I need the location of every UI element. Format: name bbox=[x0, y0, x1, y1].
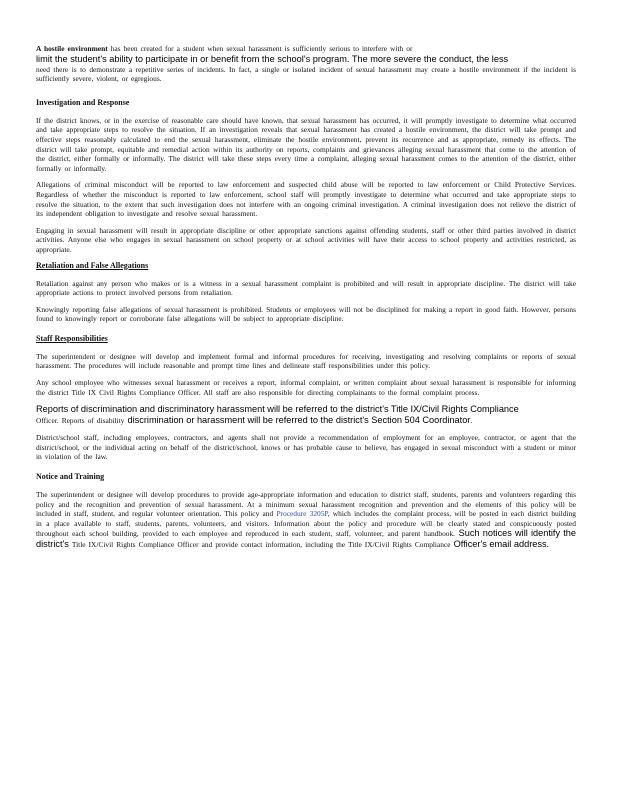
notice-p1-a: The superintendent or designee will develop procedures to provide age-appropriate information and education to district staff, students, parents and volunteers regarding this policy and the recognition and prevention of sexual harassment. At a minimum sexual harassment recognition and prevention and the elements of this policy will be included in staff, student, and regular volunteer orientation. This policy and bbox=[36, 490, 576, 519]
retaliation-p1: Retaliation against any person who makes or is a witness in a sexual harassment complaint is prohibited and will result in appropriate discipline. The district will take appropriate actions to protect involved persons from retaliation. bbox=[36, 278, 576, 298]
intro-line1: has been created for a student when sexual harassment is sufficiently serious to interfere with or bbox=[107, 44, 413, 53]
investigation-p3: Engaging in sexual harassment will result in appropriate discipline or other appropriate sanctions against offending students, staff or other third parties involved in district activities. Anyone else who engages in sexual harassment on school property or at school activities will have their access to school property and activities restricted, as appropriate. bbox=[36, 225, 576, 254]
staff-heading bbox=[36, 334, 576, 344]
staff-referral bbox=[36, 404, 576, 426]
investigation-heading: Investigation and Response bbox=[36, 97, 130, 107]
intro-line3: need there is to demonstrate a repetitive series of incidents. In fact, a single or isolated incident of sexual harassment may create a hostile environment if the incident is sufficiently severe, violent, or egregious. bbox=[36, 64, 576, 84]
intro-lead: A hostile environment bbox=[36, 44, 108, 53]
staff-p2: Any school employee who witnesses sexual harassment or receives a report, informal complaint, or written complaint about sexual harassment is responsible for informing the district Title IX Civil Rights Compliance Officer. All staff are also responsible for directing complainants to the formal complaint process. bbox=[36, 378, 576, 397]
staff-p3: District/school staff, including employees, contractors, and agents shall not provide a recommendation of employment for an employee, contractor, or agent that the district/school, or the individual acting on behalf of the district/school, knows or has probable cause to believe, has engaged in sexual misconduct with a student or minor in violation of the law. bbox=[36, 433, 576, 462]
retaliation-heading bbox=[36, 261, 576, 271]
policy-page bbox=[36, 44, 576, 557]
procedure-link[interactable]: Procedure 3205P bbox=[276, 509, 328, 519]
staff-referral-line1: Reports of discrimination and discriminatory harassment will be referred to the district's Title IX/Civil Rights Compliance bbox=[36, 404, 519, 415]
staff-referral-end: . bbox=[470, 416, 473, 426]
intro-line2: limit the student's ability to participate in or benefit from the school's program. The more severe the conduct, the less bbox=[36, 53, 509, 64]
staff-p1: The superintendent or designee will develop and implement formal and informal procedures for receiving, investigating and resolving complaints or reports of sexual harassment. The procedures will include reasonable and prompt time lines and delineate staff responsibilities under this policy. bbox=[36, 351, 576, 371]
notice-heading: Notice and Training bbox=[36, 472, 105, 482]
investigation-p2: Allegations of criminal misconduct will be reported to law enforcement and suspected child abuse will be reported to law enforcement or Child Protective Services. Regardless of whether the misconduct is reported to law enforcement, school staff will promptly investigate to determine what occurred and take appropriate steps to resolve the situation, to the extent that such investigation does not interfere with an ongoing criminal investigation. A criminal investigation does not relieve the district of its independent obligation to investigate and resolve sexual harassment. bbox=[36, 180, 576, 219]
intro-paragraph bbox=[36, 44, 576, 84]
staff-heading-text: Staff Responsibilities bbox=[36, 333, 108, 343]
notice-p1 bbox=[36, 490, 576, 550]
retaliation-p2: Knowingly reporting false allegations of sexual harassment is prohibited. Students or employees will not be disciplined for making a report in good faith. However, persons found to knowingly report or corroborate false allegations will be subject to appropriate discipline. bbox=[36, 304, 576, 324]
notice-p1-c: Title IX/Civil Rights Compliance Officer and provide contact information, including the Title IX/Civil Rights Compliance bbox=[71, 540, 454, 550]
retaliation-heading-text: Retaliation and False Allegations bbox=[36, 260, 149, 270]
staff-referral-504: discrimination or harassment will be referred to the district's Section 504 Coordinator bbox=[127, 415, 471, 426]
notice-p1-big: Such notices will identify the district's bbox=[36, 528, 576, 550]
investigation-p1: If the district knows, or in the exercise of reasonable care should have known, that sexual harassment has occurred, it will promptly investigate to determine what occurred and take appropriate steps to resolve the situation. If an investigation reveals that sexual harassment has created a hostile environment, the district will take prompt and effective steps reasonably calculated to end the sexual harassment, eliminate the hostile environment, prevent its recurrence and as appropriate, remedy its effects. The district will take prompt, equitable and remedial action within its authority on reports, complaints and grievances alleging sexual harassment that come to the attention of the district, either formally or informally. The district will take these steps every time a complaint, alleging sexual harassment comes to the attention of the district, either formally or informally. bbox=[36, 115, 576, 173]
notice-p1-end: Officer's email address. bbox=[453, 539, 550, 550]
staff-referral-officer: Officer. Reports of disability bbox=[36, 416, 128, 426]
notice-p1-b: , which includes the complaint process, will be posted in each district building in a place available to staff, students, parents, volunteers, and visitors. Information about the policy and procedure will be clearly stated and conspicuously posted throughout each school building, provided to each employee and reproduced in each student, staff, volunteer, and parent handbook. bbox=[36, 509, 576, 539]
